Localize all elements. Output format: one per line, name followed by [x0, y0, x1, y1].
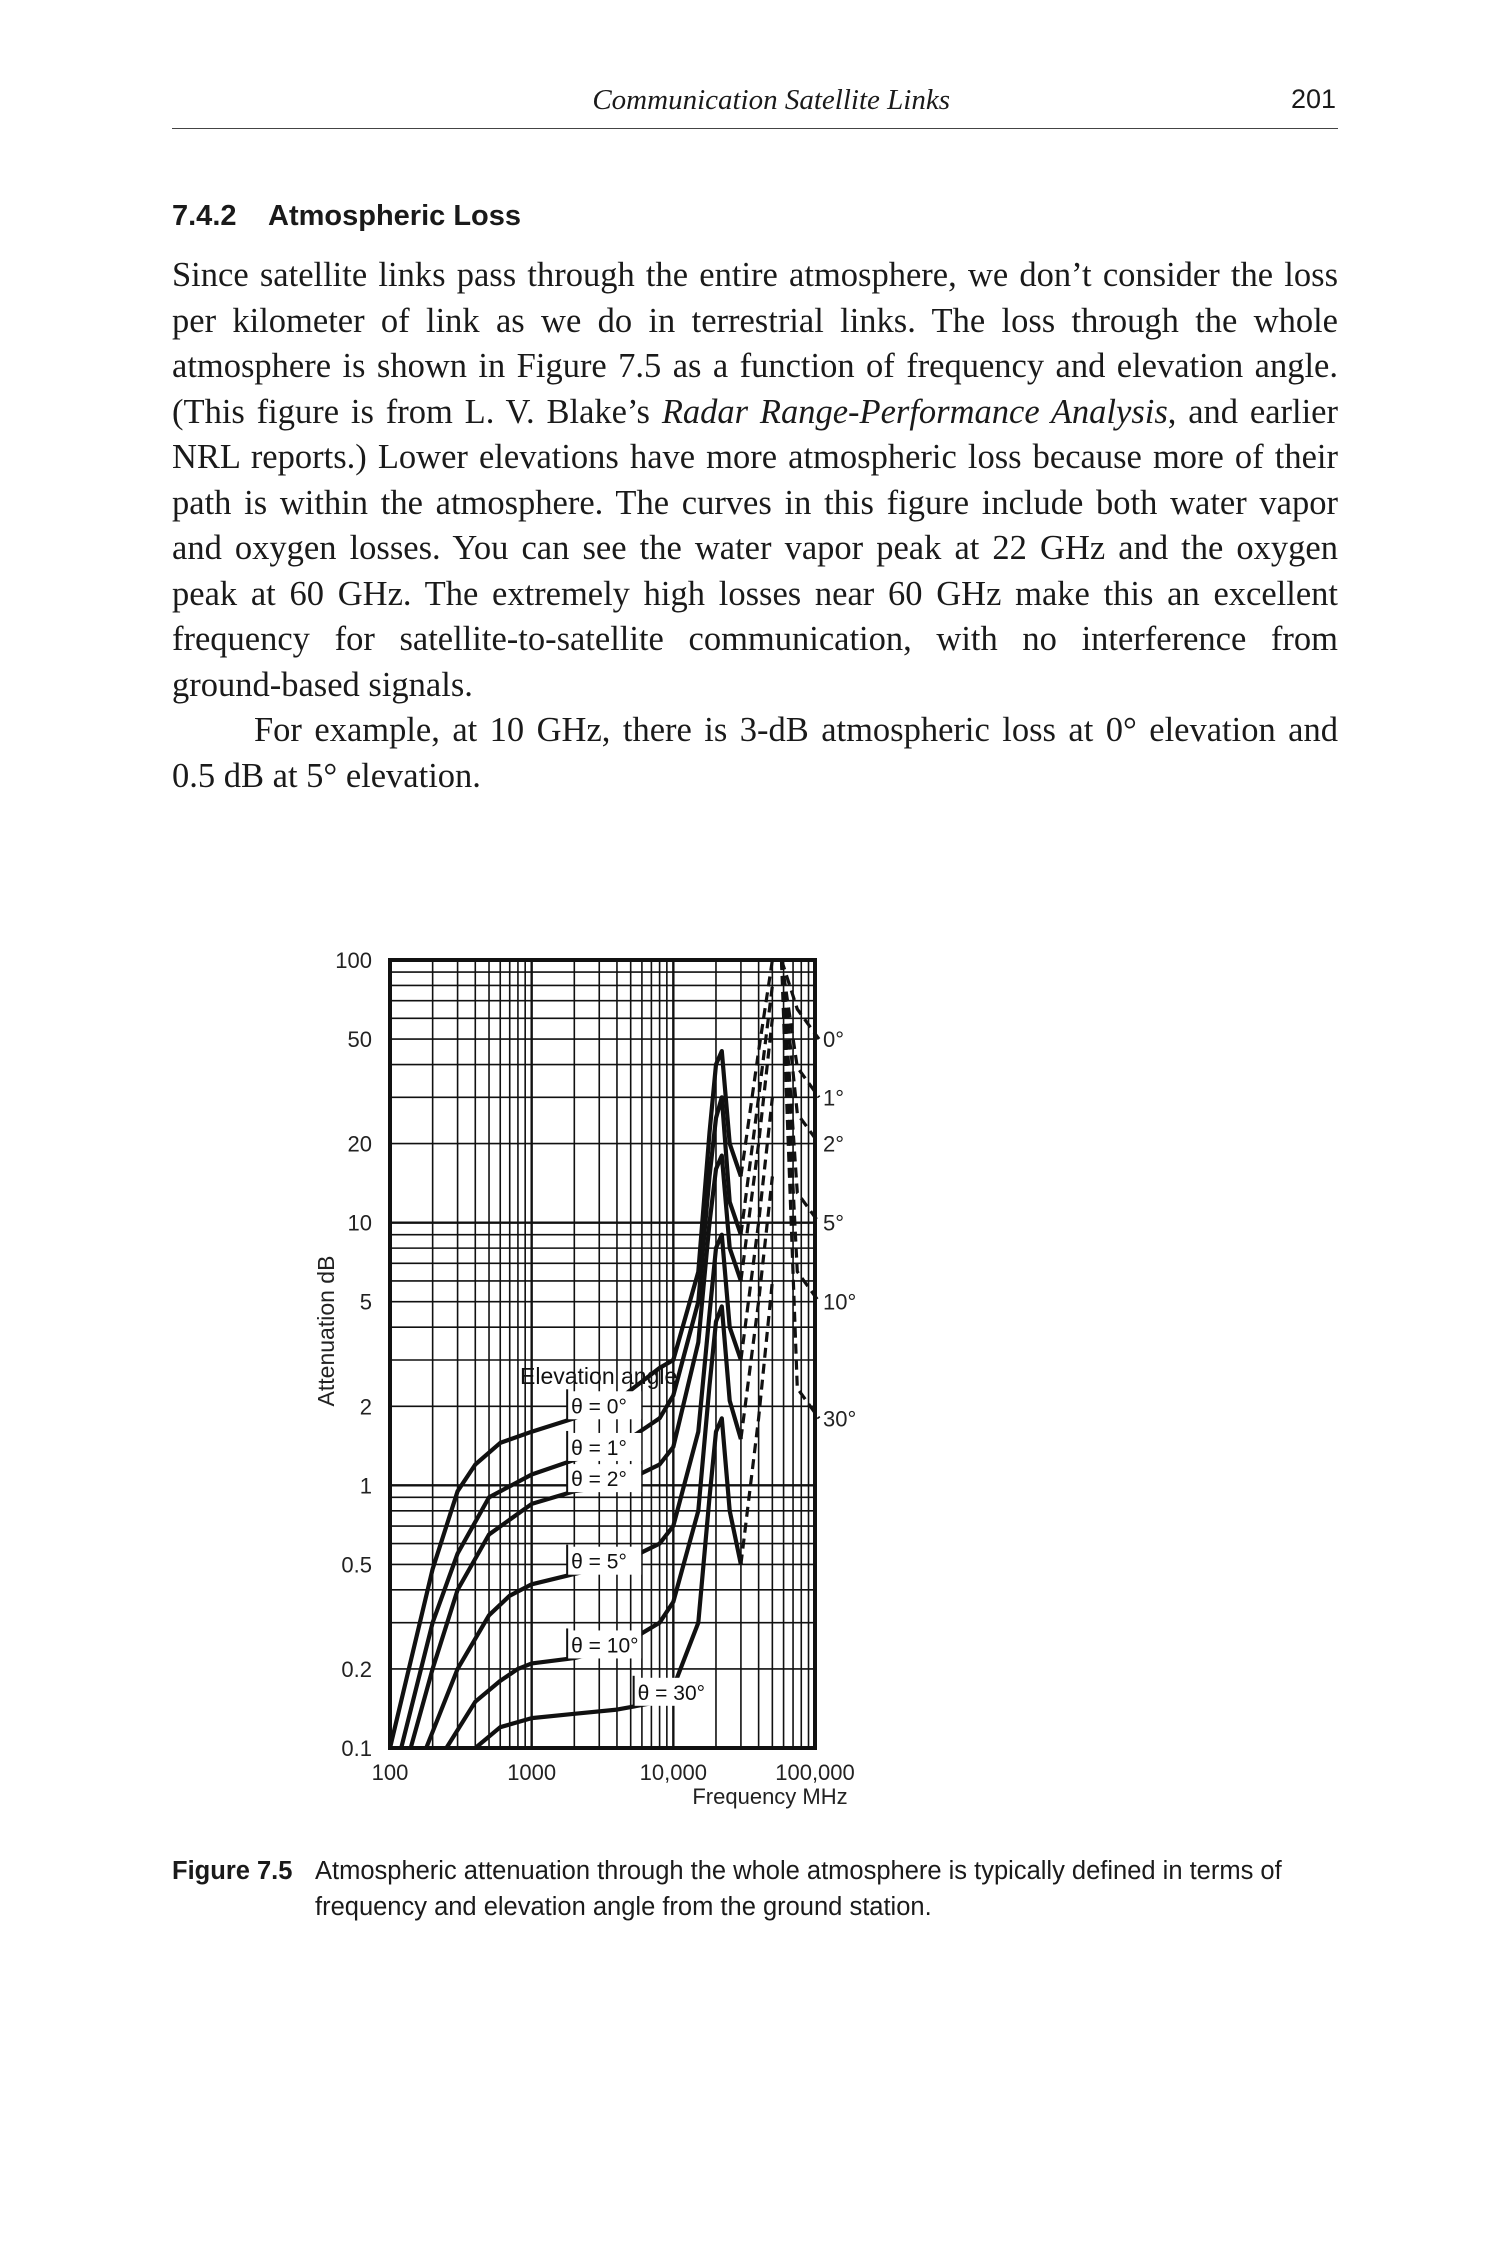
series-label-2: θ = 2° — [571, 1468, 627, 1492]
book-title-citation: Radar Range-Performance Analysis — [661, 392, 1168, 431]
caption-label: Figure 7.5 — [172, 1857, 293, 1885]
running-title: Communication Satellite Links — [592, 84, 950, 116]
attenuation-chart — [290, 940, 1230, 1820]
x-tick-labels — [372, 1760, 855, 1785]
curve-dashed-1 — [741, 986, 773, 1235]
y-tick-label-9: 0.1 — [341, 1736, 372, 1761]
y-tick-label-8: 0.2 — [341, 1656, 372, 1682]
y-tick-label-4: 5 — [359, 1289, 372, 1315]
series-label-5: θ = 30° — [637, 1681, 706, 1705]
y-tick-label-3: 10 — [347, 1210, 372, 1236]
paragraph-1-start: Since satellite links pass through the entire atmosphere, we don’t consider the loss per kilometer of link as we do in terrestrial links. The loss through the whole atmosphere is shown in Figure 7.5 as a function of frequency and elevation angle. (This figure is from L. V. Blake’s — [172, 256, 1338, 431]
paragraph-1 — [172, 253, 1338, 708]
right-label-5: 30° — [823, 1406, 857, 1432]
paragraph-1-end: , and earlier NRL reports.) Lower elevations have more atmospheric loss because more of their path is within the atmosphere. The curves in this figure include both water vapor and oxygen losses. You can see the water vapor peak at 22 GHz and the oxygen peak at 60 GHz. The extremely high losses near 60 GHz make this an excellent frequency for satellite-to-satellite communication, with no interference from ground-based signals. — [172, 392, 1338, 704]
right-label-0: 0° — [823, 1027, 845, 1053]
x-tick-label-1: 1000 — [507, 1760, 557, 1785]
series-label-3: θ = 5° — [571, 1550, 627, 1574]
legend-title: Elevation angle — [520, 1363, 678, 1389]
y-tick-label-7: 0.5 — [341, 1552, 372, 1578]
right-label-2: 2° — [823, 1131, 845, 1157]
section-heading — [172, 200, 521, 233]
y-tick-label-1: 50 — [347, 1027, 372, 1053]
right-label-1: 1° — [823, 1085, 845, 1111]
caption-text: Atmospheric attenuation through the whole atmosphere is typically defined in terms of frequency and elevation angle from the ground station. — [315, 1857, 1282, 1921]
right-label-4: 10° — [823, 1289, 857, 1315]
y-tick-label-6: 1 — [359, 1473, 372, 1499]
y-tick-labels — [335, 948, 372, 1761]
body-text — [172, 253, 1338, 799]
series-label-1: θ = 1° — [571, 1436, 627, 1460]
page-number: 201 — [1290, 84, 1336, 114]
x-tick-label-0: 100 — [371, 1760, 409, 1785]
x-axis-title: Frequency MHz — [692, 1784, 848, 1809]
running-head — [172, 82, 1338, 129]
section-title: Atmospheric Loss — [268, 200, 521, 232]
y-tick-label-0: 100 — [335, 948, 372, 973]
x-tick-label-2: 10,000 — [639, 1760, 707, 1785]
right-label-3: 5° — [823, 1210, 845, 1236]
y-tick-label-2: 20 — [347, 1131, 372, 1157]
curve-dashed-4 — [741, 1176, 773, 1439]
figure-caption — [172, 1853, 1338, 1925]
series-label-0: θ = 0° — [571, 1395, 627, 1419]
y-axis-title: Attenuation dB — [313, 1255, 339, 1407]
series-label-4: θ = 10° — [571, 1634, 639, 1658]
paragraph-2: For example, at 10 GHz, there is 3-dB atmospheric loss at 0° elevation and 0.5 dB at 5° elevation. — [172, 711, 1338, 795]
figure-7-5 — [290, 940, 1230, 1820]
x-tick-label-3: 100,000 — [775, 1760, 855, 1785]
right-edge-labels — [823, 1027, 856, 1431]
section-number: 7.4.2 — [172, 200, 237, 232]
attenuation-curves — [390, 960, 819, 1748]
y-tick-label-5: 2 — [359, 1394, 372, 1420]
